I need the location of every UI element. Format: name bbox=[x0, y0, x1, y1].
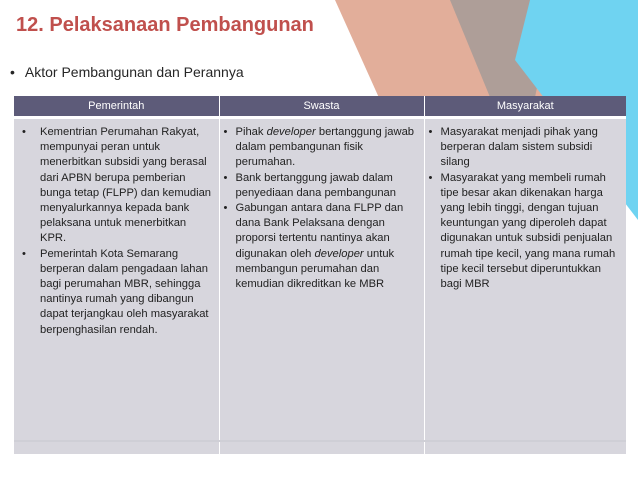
bullet-icon: • bbox=[428, 171, 433, 184]
masyarakat-list bbox=[429, 125, 621, 292]
list-item: • Pihak developer bertanggung jawab dalam pembangunan fisik perumahan. bbox=[223, 126, 415, 169]
list-item: • Pemerintah Kota Semarang berperan dalam pengadaan lahan bagi perumahan MBR, sehingga nantinya rumah yang dibangun dapat terjangkau oleh masyarakat berpenghasilan rendah. bbox=[22, 247, 209, 336]
slide-title: 12. Pelaksanaan Pembangunan bbox=[16, 14, 314, 36]
bullet-icon: • bbox=[428, 126, 433, 138]
list-item: • Masyarakat menjadi pihak yang berperan dalam sistem subsidi silang bbox=[428, 126, 598, 169]
list-item: • Kementrian Perumahan Rakyat, mempunyai peran untuk menerbitkan subsidi yang berasal dari APBN berupa pemberian bunga tetap (FLPP) dan kemudian menyalurkannya kepada bank pelaksana untuk menerbitkan KPR. bbox=[22, 126, 212, 245]
table-bottom-divider bbox=[14, 440, 626, 442]
table-body-row bbox=[14, 119, 626, 454]
slide-subtitle bbox=[10, 64, 244, 80]
table-header-row bbox=[14, 96, 626, 116]
list-item: • Bank bertanggung jawab dalam penyediaan dana pembangunan bbox=[223, 171, 396, 199]
header-pemerintah: Pemerintah bbox=[14, 96, 219, 116]
subtitle-text: Aktor Pembangunan dan Perannya bbox=[24, 64, 244, 80]
header-swasta: Swasta bbox=[219, 96, 424, 116]
bullet-icon: • bbox=[223, 171, 228, 184]
bullet-icon: • bbox=[22, 247, 26, 260]
actors-roles-table bbox=[14, 96, 626, 454]
swasta-list bbox=[224, 125, 418, 292]
bullet-icon: • bbox=[22, 126, 26, 138]
cell-swasta bbox=[219, 119, 424, 454]
list-item: • Gabungan antara dana FLPP dan dana Bank Pelaksana dengan proporsi tertentu nantinya akan digunakan oleh developer untuk membangun perumahan dan kemudian dikreditkan ke MBR bbox=[223, 202, 404, 291]
pemerintah-list bbox=[18, 125, 213, 338]
bullet-icon: • bbox=[10, 64, 15, 80]
list-item: • Masyarakat yang membeli rumah tipe besar akan dikenakan harga yang lebih tinggi, dengan tujuan keuntungan yang diperoleh dapat digunakan untuk subsidi penjualan rumah tipe kecil, yang mana rumah tipe kecil tersebut diperuntukkan bagi MBR bbox=[428, 171, 616, 291]
cell-pemerintah bbox=[14, 119, 219, 454]
cell-masyarakat bbox=[424, 119, 626, 454]
header-masyarakat: Masyarakat bbox=[424, 96, 626, 116]
bullet-icon: • bbox=[223, 126, 228, 138]
bullet-icon: • bbox=[223, 202, 228, 215]
